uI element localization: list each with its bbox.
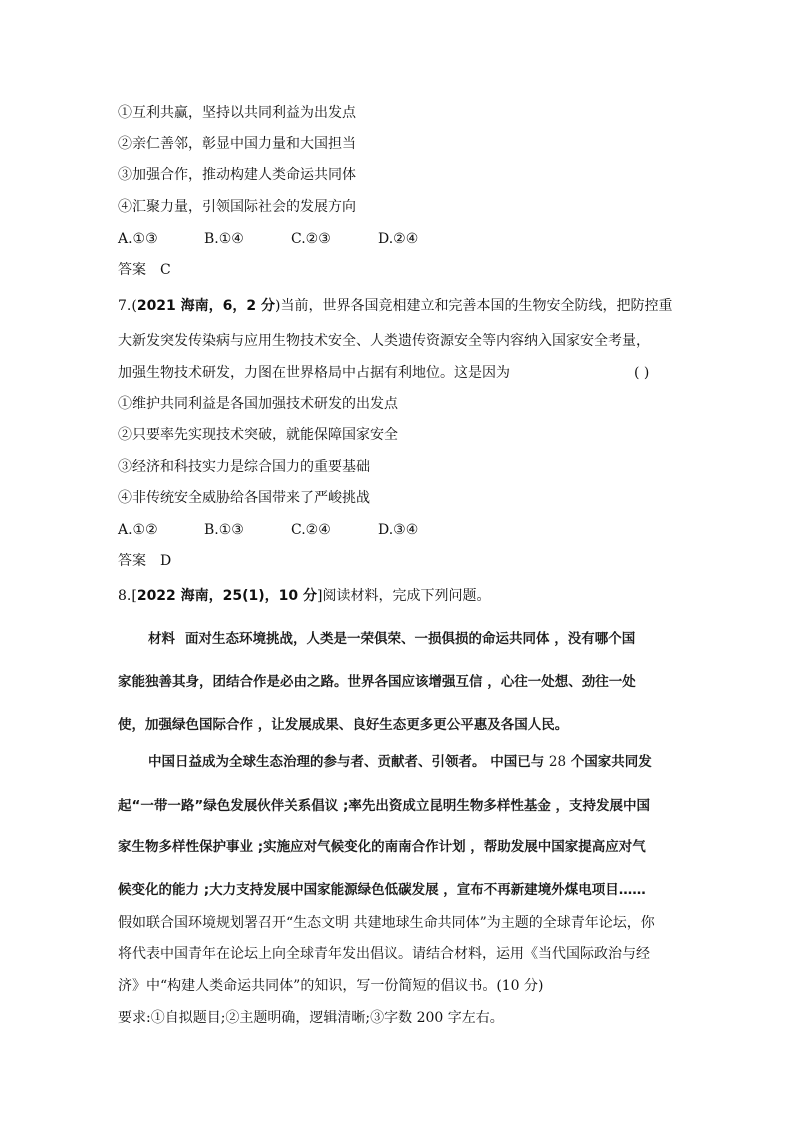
q8-stem [118,587,491,605]
task-line-3: 济》中“构建人类命运共同体”的知识，写一份简短的倡议书。(10 分) [118,978,544,994]
stem-text: )当前，世界各国竞相建立和完善本国的生物安全防线，把防控重 [275,298,673,314]
q6-choices [118,230,418,248]
q7-answer [118,552,171,570]
answer-label: 答案 [118,553,146,569]
stem-text: ]阅读材料，完成下列问题。 [317,588,491,604]
q7-choice-c: C.②④ [291,522,331,538]
q6-choice-d: D.②④ [378,231,419,247]
q7-option-3: ③经济和科技实力是综合国力的重要基础 [118,459,370,475]
answer-label: 答案 [118,262,146,278]
material-line-1 [148,630,635,648]
material-line-5: 起“一带一路”绿色发展伙伴关系倡议 ;率先出资成立昆明生物多样性基金 ，支持发展中国 [118,798,651,814]
q7-choice-b: B.①③ [204,522,244,538]
q7-option-4: ④非传统安全威胁给各国带来了严峻挑战 [118,490,370,506]
task-line-2: 将代表中国青年在论坛上向全球青年发出倡议。请结合材料，运用《当代国际政治与经 [118,946,650,962]
q6-option-3: ③加强合作，推动构建人类命运共同体 [118,167,356,183]
q7-option-1: ①维护共同利益是各国加强技术研发的出发点 [118,396,398,412]
q7-choices [118,521,418,539]
material-text: 中国日益成为全球生态治理的参与者、贡献者、引领者。 中国已与 [148,754,549,770]
material-text: 个国家共同发 [566,754,652,770]
q7-stem-line-3: 加强生物技术研发，力图在世界格局中占据有利地位。这是因为 [118,365,510,381]
q7-stem-line-2: 大新发突发传染病与应用生物技术安全、人类遗传资源安全等内容纳入国家安全考量， [118,333,650,349]
material-line-6: 家生物多样性保护事业 ;实施应对气候变化的南南合作计划 ，帮助发展中国家提高应对气 [118,839,646,855]
q7-stem-line-1 [118,297,673,315]
q6-choice-b: B.①④ [204,231,244,247]
task-line-1: 假如联合国环境规划署召开“生态文明 共建地球生命共同体”为主题的全球青年论坛，你 [118,915,655,931]
q6-choice-c: C.②③ [291,231,331,247]
material-line-3: 使，加强绿色国际合作 ，让发展成果、良好生态更多更公平惠及各国人民。 [118,717,569,733]
material-text: 面对生态环境挑战，人类是一荣俱荣、一损俱损的命运共同体 ，没有哪个国 [185,631,636,647]
requirement-line: 要求:①自拟题目;②主题明确，逻辑清晰;③字数 200 字左右。 [118,1010,504,1026]
q6-option-4: ④汇聚力量，引领国际社会的发展方向 [118,199,356,215]
answer-value: D [160,553,172,569]
q7-choice-a: A.①② [118,522,158,538]
question-source: 2021 海南，6，2 分 [136,298,276,314]
q7-option-2: ②只要率先实现技术突破，就能保障国家安全 [118,427,398,443]
q6-answer [118,261,171,279]
material-label: 材料 [148,631,175,647]
q6-choice-a: A.①③ [118,231,158,247]
question-source: 2022 海南，25(1)，10 分 [136,588,318,604]
q7-choice-d: D.③④ [378,522,419,538]
material-line-7: 候变化的能力 ;大力支持发展中国家能源绿色低碳发展 ，宣布不再新建境外煤电项目…… [118,882,646,898]
question-number: 7.( [118,298,137,314]
q6-option-1: ①互利共赢，坚持以共同利益为出发点 [118,105,356,121]
question-number: 8.[ [118,588,137,604]
material-number: 28 [548,754,567,770]
answer-bracket: ( ) [634,365,650,381]
material-line-4 [148,753,652,771]
answer-value: C [160,262,171,278]
q6-option-2: ②亲仁善邻，彰显中国力量和大国担当 [118,136,356,152]
material-line-2: 家能独善其身，团结合作是必由之路。世界各国应该增强互信 ，心往一处想、劲往一处 [118,674,636,690]
